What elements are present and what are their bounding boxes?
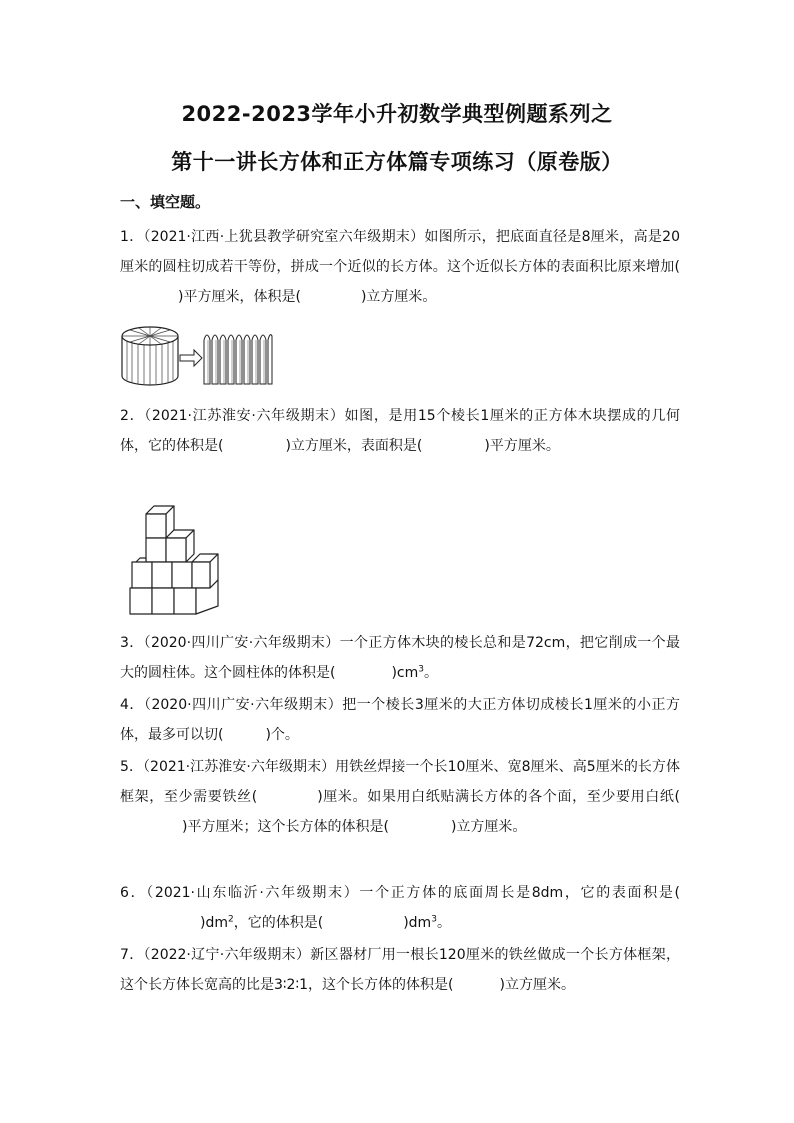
question-7 xyxy=(120,940,680,1000)
question-6-text-a: 6．（2021·山东临沂·六年级期末）一个正方体的底面周长是8dm，它的表面积是( xyxy=(120,885,680,901)
question-1-text-c: )立方厘米。 xyxy=(360,289,437,305)
question-7-text-a: 7．（2022·辽宁·六年级期末）新区器材厂用一根长120厘米的铁丝做成一个长方体框架，这个长方体长宽高的比是3∶2∶1，这个长方体的体积是( xyxy=(120,947,680,993)
question-6-text-c: ，它的体积是( xyxy=(233,915,324,931)
question-6-text-b: )dm xyxy=(200,915,228,931)
document-title-line1: 2022-2023学年小升初数学典型例题系列之 xyxy=(181,102,613,126)
question-5-text-a: 5．（2021·江苏淮安·六年级期末）用铁丝焊接一个长10厘米、宽8厘米、高5厘米的长方体框架，至少需要铁丝( xyxy=(120,759,680,805)
question-4-text-a: 4．（2020·四川广安·六年级期末）把一个棱长3厘米的大正方体切成棱长1厘米的小正方体，最多可以切( xyxy=(120,697,680,743)
question-1 xyxy=(120,222,680,312)
question-2-text-a: 2．（2021·江苏淮安·六年级期末）如图，是用15个棱长1厘米的正方体木块摆成的几何体，它的体积是( xyxy=(120,408,680,454)
question-2-text-c: )平方厘米。 xyxy=(484,438,560,454)
question-5-text-b: )厘米。如果用白纸贴满长方体的各个面，至少要用白纸( xyxy=(317,789,680,805)
section-heading: 一、填空题。 xyxy=(120,193,211,211)
question-3-text-a: 3．（2020·四川广安·六年级期末）一个正方体木块的棱长总和是72cm，把它削成一个最大的圆柱体。这个圆柱体的体积是( xyxy=(120,635,680,681)
question-6-text-d: )dm xyxy=(403,915,432,931)
question-3-text-b: )cm xyxy=(391,665,419,681)
question-5 xyxy=(120,752,680,842)
question-5-text-c: )平方厘米；这个长方体的体积是( xyxy=(182,819,389,835)
superscript: 2 xyxy=(228,914,234,925)
question-3-text-c: 。 xyxy=(424,665,438,681)
cylinder-to-cuboid-figure xyxy=(118,322,278,388)
question-6 xyxy=(120,878,680,938)
question-4-text-b: )个。 xyxy=(265,727,299,743)
question-3 xyxy=(120,628,680,688)
question-5-text-d: )立方厘米。 xyxy=(450,819,527,835)
superscript: 3 xyxy=(418,664,424,675)
document-title-line2: 第十一讲长方体和正方体篇专项练习（原卷版） xyxy=(171,150,623,174)
cube-stack-figure xyxy=(126,502,222,618)
question-2-text-b: )立方厘米，表面积是( xyxy=(285,438,423,454)
question-2 xyxy=(120,401,680,461)
question-1-text-a: 1．（2021·江西·上犹县教学研究室六年级期末）如图所示，把底面直径是8厘米，高是20厘米的圆柱切成若干等份，拼成一个近似的长方体。这个近似长方体的表面积比原来增加( xyxy=(120,229,680,275)
question-7-text-b: )立方厘米。 xyxy=(499,977,575,993)
question-6-text-e: 。 xyxy=(436,915,451,931)
question-1-text-b: )平方厘米，体积是( xyxy=(178,289,301,305)
question-4 xyxy=(120,690,680,750)
superscript: 3 xyxy=(431,914,437,925)
